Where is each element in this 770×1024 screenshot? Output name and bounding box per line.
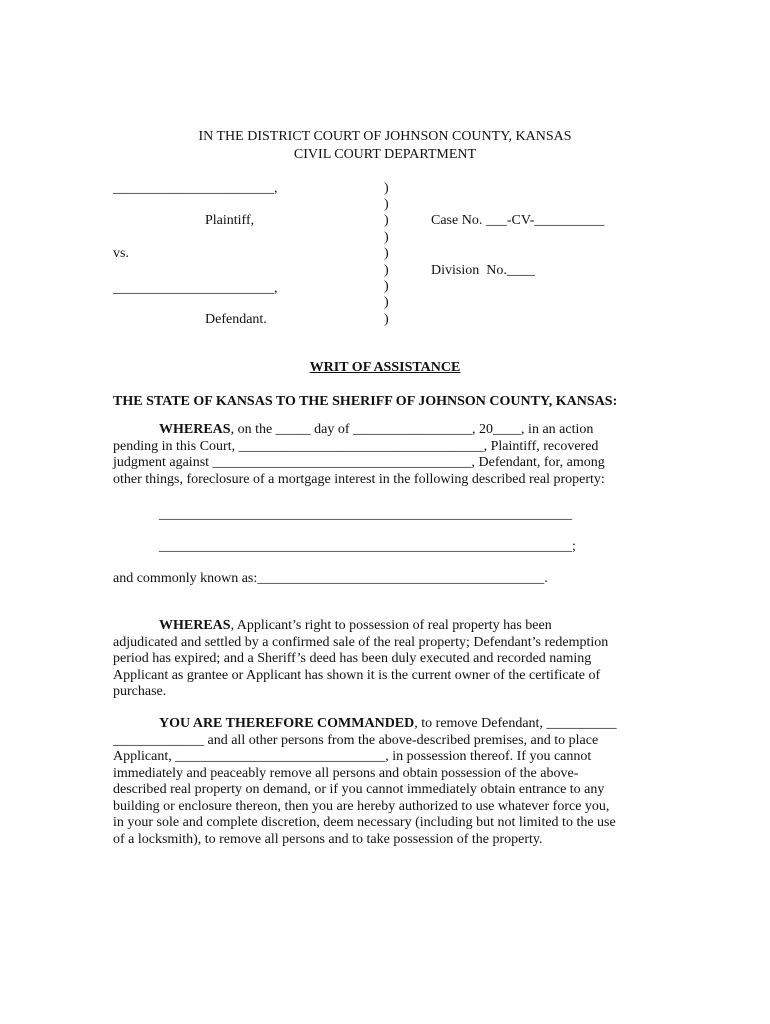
commonly-known-as: and commonly known as:_________________________________________. — [113, 571, 548, 586]
paragraph-line: purchase. — [113, 684, 167, 699]
command-paragraph — [113, 716, 673, 848]
versus-label: vs. — [113, 246, 129, 261]
document-title: WRIT OF ASSISTANCE — [309, 360, 461, 375]
caption-paren: ) — [384, 263, 389, 278]
paragraph-line: , Applicant’s right to possession of real property has been — [230, 618, 552, 633]
court-department: CIVIL COURT DEPARTMENT — [293, 147, 477, 162]
paragraph-line: of a locksmith), to remove all persons and to take possession of the property. — [113, 831, 543, 847]
whereas-paragraph-1 — [113, 422, 673, 488]
caption-paren: ) — [384, 197, 389, 212]
caption-paren: ) — [384, 246, 389, 261]
whereas-paragraph-2 — [113, 618, 673, 701]
paragraph-line: judgment against _____________________________________, Defendant, for, among — [113, 455, 605, 470]
caption-paren: ) — [384, 295, 389, 310]
caption-paren: ) — [384, 181, 389, 196]
paragraph-line: pending in this Court, ___________________________________, Plaintiff, recovered — [113, 438, 599, 454]
paragraph-line: , to remove Defendant, __________ — [414, 716, 617, 731]
defendant-label: Defendant. — [205, 312, 267, 327]
property-description-blank-1: ___________________________________________________________ — [159, 507, 572, 522]
plaintiff-label: Plaintiff, — [205, 213, 255, 228]
division-number: Division No.____ — [431, 263, 535, 278]
paragraph-line: in your sole and complete discretion, deem necessary (including but not limited to the use — [113, 815, 616, 830]
paragraph-line: , on the _____ day of _________________, 20____, in an action — [230, 422, 594, 437]
paragraph-line: described real property on demand, or if you cannot immediately obtain entrance to any — [113, 782, 605, 797]
command-lead: YOU ARE THEREFORE COMMANDED — [159, 716, 415, 731]
caption-paren: ) — [384, 213, 389, 228]
paragraph-line: other things, foreclosure of a mortgage interest in the following described real property: — [113, 471, 605, 487]
writ-address: THE STATE OF KANSAS TO THE SHERIFF OF JOHNSON COUNTY, KANSAS: — [113, 394, 618, 409]
paragraph-line: immediately and peaceably remove all persons and obtain possession of the above- — [113, 765, 579, 781]
caption-paren: ) — [384, 312, 389, 327]
paragraph-line: period has expired; and a Sheriff’s deed has been duly executed and recorded naming — [113, 651, 592, 666]
paragraph-line: adjudicated and settled by a confirmed sale of the real property; Defendant’s redemption — [113, 634, 609, 650]
caption-paren: ) — [384, 279, 389, 294]
paragraph-line: Applicant, ______________________________, in possession thereof. If you cannot — [113, 749, 592, 764]
whereas-lead: WHEREAS — [159, 422, 231, 437]
caption-paren: ) — [384, 230, 389, 245]
paragraph-line: Applicant as grantee or Applicant has shown it is the current owner of the certificate of — [113, 667, 601, 683]
paragraph-line: _____________ and all other persons from the above-described premises, and to place — [113, 732, 599, 748]
plaintiff-name-blank: _______________________, — [113, 181, 278, 196]
court-heading: IN THE DISTRICT COURT OF JOHNSON COUNTY, KANSAS — [198, 129, 572, 144]
case-number: Case No. ___-CV-__________ — [431, 213, 605, 228]
whereas-lead: WHEREAS — [159, 618, 231, 633]
property-description-blank-2: ___________________________________________________________; — [159, 539, 576, 554]
defendant-name-blank: _______________________, — [113, 281, 278, 296]
paragraph-line: building or enclosure thereon, then you are hereby authorized to use whatever force you, — [113, 798, 610, 814]
